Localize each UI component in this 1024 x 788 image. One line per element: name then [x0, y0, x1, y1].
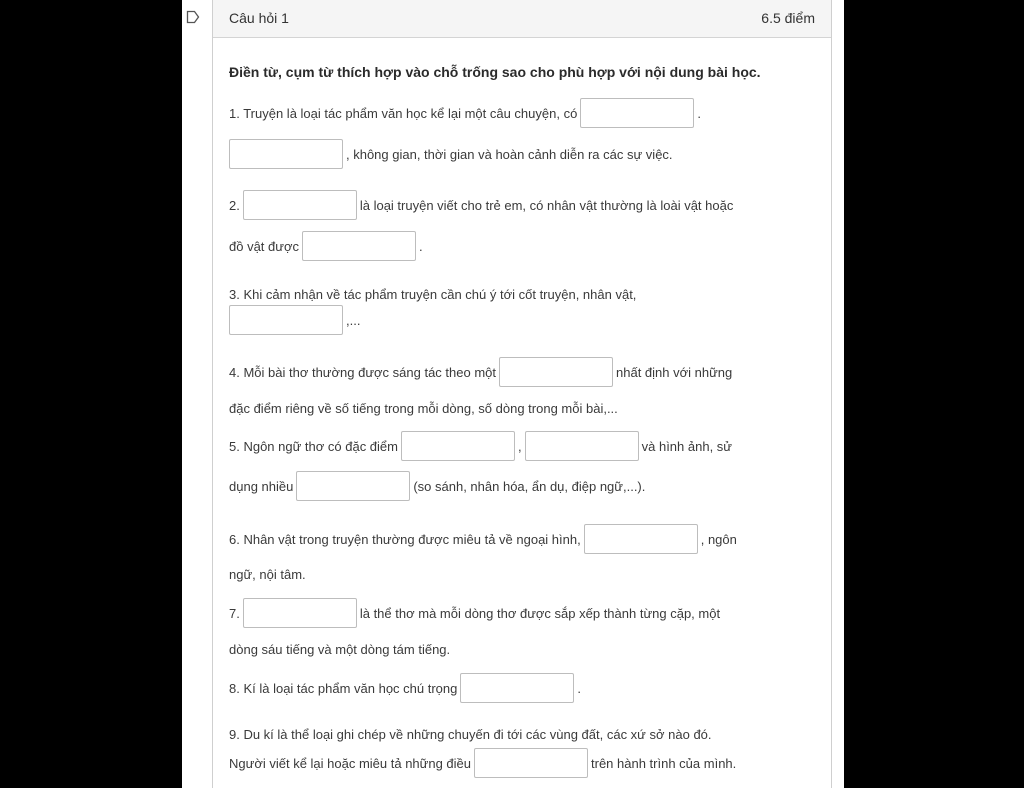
q6-text-c: ngữ, nội tâm.	[229, 566, 306, 582]
q4-line-1	[229, 356, 732, 388]
q7-line-1	[229, 597, 720, 629]
instruction-text: Điền từ, cụm từ thích hợp vào chỗ trống sao cho phù hợp với nội dung bài học.	[229, 64, 761, 80]
q5-blank-3[interactable]	[296, 471, 410, 501]
q1-text-b: .	[697, 105, 701, 121]
q2-text-d: .	[418, 238, 423, 254]
q4-blank-1[interactable]	[499, 357, 613, 387]
q3-text-b: ,...	[346, 312, 361, 328]
q6-line-2	[229, 558, 306, 590]
q1-blank-2[interactable]	[229, 139, 343, 169]
q9-blank-1[interactable]	[474, 748, 588, 778]
q5-line-1	[229, 430, 732, 462]
q6-text-b: , ngôn	[700, 531, 737, 547]
q2-line-1	[229, 189, 733, 221]
q9-text-b: Người viết kể lại hoặc miêu tả những điều	[229, 755, 472, 771]
q2-line-2	[229, 230, 423, 262]
q5-text-e: (so sánh, nhân hóa, ẩn dụ, điệp ngữ,...).	[413, 478, 646, 494]
q2-text-c: đồ vật được	[229, 238, 299, 254]
q7-blank-1[interactable]	[243, 598, 357, 628]
q8-line-1	[229, 672, 581, 704]
q5-blank-2[interactable]	[525, 431, 639, 461]
q8-text-b: .	[577, 680, 581, 696]
q2-blank-1[interactable]	[243, 190, 357, 220]
q3-text-a: 3. Khi cảm nhận về tác phẩm truyện cần chú ý tới cốt truyện, nhân vật,	[229, 286, 637, 302]
q5-blank-1[interactable]	[401, 431, 515, 461]
question-card	[212, 0, 832, 788]
q7-line-2	[229, 633, 450, 665]
q1-blank-1[interactable]	[580, 98, 694, 128]
q2-text-b: là loại truyện viết cho trẻ em, có nhân vật thường là loài vật hoặc	[359, 197, 734, 213]
q5-line-2	[229, 470, 645, 502]
q2-blank-2[interactable]	[302, 231, 416, 261]
q2-text-a: 2.	[229, 197, 240, 213]
q1-text-c: , không gian, thời gian và hoàn cảnh diễn ra các sự việc.	[346, 146, 673, 162]
q5-text-d: dụng nhiều	[229, 478, 294, 494]
q4-line-2	[229, 392, 618, 424]
q1-text-a: 1. Truyện là loại tác phẩm văn học kể lại một câu chuyện, có	[229, 105, 578, 121]
question-header	[213, 0, 831, 38]
q4-text-a: 4. Mỗi bài thơ thường được sáng tác theo một	[229, 364, 497, 380]
q6-blank-1[interactable]	[584, 524, 698, 554]
q3-blank-1[interactable]	[229, 305, 343, 335]
q7-text-c: dòng sáu tiếng và một dòng tám tiếng.	[229, 641, 451, 657]
q5-text-b: ,	[518, 438, 522, 454]
q3-line-2	[229, 304, 360, 336]
q7-text-b: là thể thơ mà mỗi dòng thơ được sắp xếp thành từng cặp, một	[359, 605, 721, 621]
q8-blank-1[interactable]	[460, 673, 574, 703]
flag-question-icon[interactable]	[186, 10, 200, 24]
q4-text-b: nhất định với những	[616, 364, 733, 380]
q9-line-1	[229, 718, 712, 750]
q4-text-c: đặc điểm riêng về số tiếng trong mỗi dòng, số dòng trong mỗi bài,...	[229, 400, 618, 416]
q1-line-1	[229, 97, 701, 129]
q9-text-a: 9. Du kí là thể loại ghi chép về những chuyến đi tới các vùng đất, các xứ sở nào đó.	[229, 726, 712, 742]
q6-line-1	[229, 523, 737, 555]
q9-text-c: trên hành trình của mình.	[591, 755, 737, 771]
question-points: 6.5 điểm	[761, 10, 815, 26]
q8-text-a: 8. Kí là loại tác phẩm văn học chú trọng	[229, 680, 458, 696]
q9-line-2	[229, 747, 736, 779]
q7-text-a: 7.	[229, 605, 240, 621]
q6-text-a: 6. Nhân vật trong truyện thường được miêu tả về ngoại hình,	[229, 531, 581, 547]
q5-text-c: và hình ảnh, sử	[641, 438, 732, 454]
q5-text-a: 5. Ngôn ngữ thơ có đặc điểm	[229, 438, 398, 454]
q1-line-2	[229, 138, 673, 170]
question-title: Câu hỏi 1	[229, 10, 289, 26]
